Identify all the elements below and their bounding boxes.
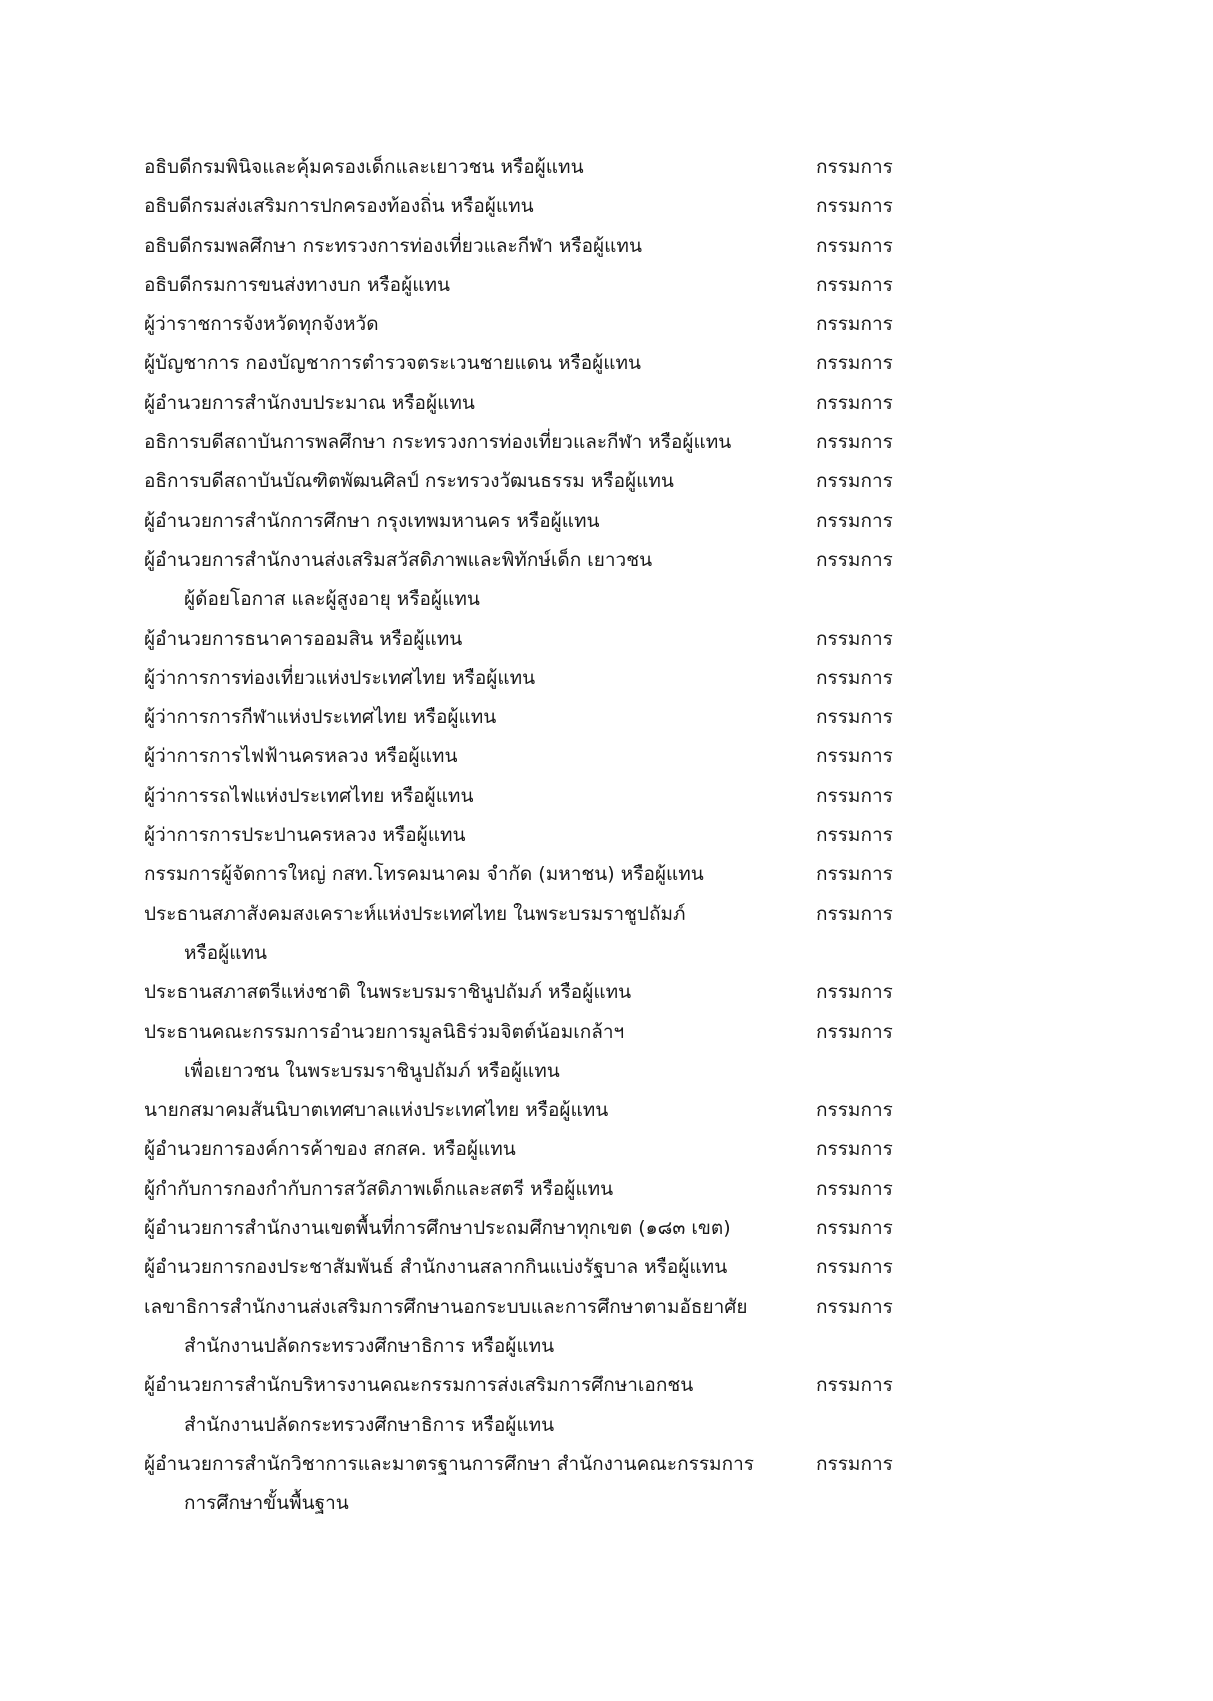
committee-member-entry	[144, 227, 1144, 266]
member-title: ผู้อำนวยการสำนักบริหารงานคณะกรรมการส่งเสริมการศึกษาเอกชน	[144, 1374, 694, 1397]
member-role: กรรมการ	[816, 745, 893, 768]
member-title: ผู้อำนวยการธนาคารออมสิน หรือผู้แทน	[144, 627, 463, 650]
member-title: ผู้ว่าการการกีฬาแห่งประเทศไทย หรือผู้แทน	[144, 706, 497, 729]
member-role: กรรมการ	[816, 1177, 893, 1200]
committee-member-entry	[144, 305, 1144, 344]
member-title: อธิบดีกรมพินิจและคุ้มครองเด็กและเยาวชน หรือผู้แทน	[144, 156, 584, 178]
member-role: กรรมการ	[816, 666, 893, 689]
member-title-continuation: การศึกษาขั้นพื้นฐาน	[184, 1492, 349, 1515]
member-role: กรรมการ	[816, 391, 893, 414]
member-role: กรรมการ	[816, 313, 893, 336]
committee-member-entry	[144, 1288, 1144, 1367]
committee-member-entry	[144, 1130, 1144, 1169]
member-title: ผู้อำนวยการสำนักวิชาการและมาตรฐานการศึกษา สำนักงานคณะกรรมการ	[144, 1452, 754, 1475]
committee-member-entry	[144, 148, 1144, 187]
committee-member-entry	[144, 1366, 1144, 1445]
member-role: กรรมการ	[816, 273, 893, 296]
member-role: กรรมการ	[816, 981, 893, 1004]
committee-member-entry	[144, 187, 1144, 226]
member-role: กรรมการ	[816, 470, 893, 493]
member-role: กรรมการ	[816, 156, 893, 178]
member-title: อธิบดีกรมการขนส่งทางบก หรือผู้แทน	[144, 273, 450, 296]
member-role: กรรมการ	[816, 1099, 893, 1122]
committee-member-entry	[144, 895, 1144, 974]
committee-member-list	[144, 148, 1144, 1523]
member-role: กรรมการ	[816, 1452, 893, 1475]
member-title: อธิบดีกรมส่งเสริมการปกครองท้องถิ่น หรือผู้แทน	[144, 195, 534, 218]
member-title: ผู้ว่าการการประปานครหลวง หรือผู้แทน	[144, 824, 466, 847]
member-title: อธิบดีกรมพลศึกษา กระทรวงการท่องเที่ยวและกีฬา หรือผู้แทน	[144, 234, 642, 257]
member-title-continuation: สำนักงานปลัดกระทรวงศึกษาธิการ หรือผู้แทน	[184, 1413, 555, 1436]
committee-member-entry	[144, 1209, 1144, 1248]
committee-member-entry	[144, 816, 1144, 855]
member-title: ประธานคณะกรรมการอำนวยการมูลนิธิร่วมจิตต์น้อมเกล้าฯ	[144, 1020, 625, 1043]
member-role: กรรมการ	[816, 509, 893, 532]
committee-member-entry	[144, 620, 1144, 659]
member-title: ประธานสภาสตรีแห่งชาติ ในพระบรมราชินูปถัมภ์ หรือผู้แทน	[144, 981, 632, 1004]
member-title: ผู้บัญชาการ กองบัญชาการตำรวจตระเวนชายแดน หรือผู้แทน	[144, 352, 642, 375]
committee-member-entry	[144, 1445, 1144, 1524]
committee-member-entry	[144, 659, 1144, 698]
committee-member-entry	[144, 462, 1144, 501]
member-role: กรรมการ	[816, 863, 893, 886]
member-title: ผู้อำนวยการองค์การค้าของ สกสค. หรือผู้แทน	[144, 1138, 516, 1161]
member-role: กรรมการ	[816, 824, 893, 847]
member-title: ผู้ว่าราชการจังหวัดทุกจังหวัด	[144, 313, 379, 336]
member-title: อธิการบดีสถาบันการพลศึกษา กระทรวงการท่องเที่ยวและกีฬา หรือผู้แทน	[144, 431, 732, 454]
member-title: ผู้ว่าการรถไฟแห่งประเทศไทย หรือผู้แทน	[144, 784, 474, 807]
member-role: กรรมการ	[816, 1256, 893, 1279]
member-title: นายกสมาคมสันนิบาตเทศบาลแห่งประเทศไทย หรือผู้แทน	[144, 1099, 609, 1122]
committee-member-entry	[144, 855, 1144, 894]
member-title-continuation: เพื่อเยาวชน ในพระบรมราชินูปถัมภ์ หรือผู้แทน	[184, 1059, 560, 1082]
committee-member-entry	[144, 973, 1144, 1012]
member-title: ผู้อำนวยการกองประชาสัมพันธ์ สำนักงานสลากกินแบ่งรัฐบาล หรือผู้แทน	[144, 1256, 728, 1279]
member-role: กรรมการ	[816, 1138, 893, 1161]
committee-member-entry	[144, 541, 1144, 620]
committee-member-entry	[144, 384, 1144, 423]
committee-member-entry	[144, 777, 1144, 816]
member-role: กรรมการ	[816, 1295, 893, 1318]
member-role: กรรมการ	[816, 1020, 893, 1043]
member-title-continuation: หรือผู้แทน	[184, 941, 268, 964]
member-role: กรรมการ	[816, 1374, 893, 1397]
member-role: กรรมการ	[816, 195, 893, 218]
member-role: กรรมการ	[816, 902, 893, 925]
member-title: ผู้กำกับการกองกำกับการสวัสดิภาพเด็กและสตรี หรือผู้แทน	[144, 1177, 614, 1200]
member-role: กรรมการ	[816, 627, 893, 650]
committee-member-entry	[144, 737, 1144, 776]
committee-member-entry	[144, 1170, 1144, 1209]
member-role: กรรมการ	[816, 234, 893, 257]
committee-member-entry	[144, 344, 1144, 383]
member-title: อธิการบดีสถาบันบัณฑิตพัฒนศิลป์ กระทรวงวัฒนธรรม หรือผู้แทน	[144, 470, 674, 493]
committee-member-entry	[144, 1091, 1144, 1130]
member-title: ผู้ว่าการการไฟฟ้านครหลวง หรือผู้แทน	[144, 745, 458, 768]
committee-member-entry	[144, 1013, 1144, 1092]
member-role: กรรมการ	[816, 706, 893, 729]
member-title: กรรมการผู้จัดการใหญ่ กสท.โทรคมนาคม จำกัด (มหาชน) หรือผู้แทน	[144, 863, 704, 886]
member-title-continuation: สำนักงานปลัดกระทรวงศึกษาธิการ หรือผู้แทน	[184, 1334, 555, 1357]
committee-member-entry	[144, 266, 1144, 305]
member-role: กรรมการ	[816, 431, 893, 454]
member-title: ผู้ว่าการการท่องเที่ยวแห่งประเทศไทย หรือผู้แทน	[144, 666, 536, 689]
member-title: ประธานสภาสังคมสงเคราะห์แห่งประเทศไทย ในพระบรมราชูปถัมภ์	[144, 902, 686, 925]
member-role: กรรมการ	[816, 548, 893, 571]
committee-member-entry	[144, 423, 1144, 462]
member-role: กรรมการ	[816, 1217, 893, 1240]
committee-member-entry	[144, 698, 1144, 737]
member-title: ผู้อำนวยการสำนักงบประมาณ หรือผู้แทน	[144, 391, 475, 414]
member-title: ผู้อำนวยการสำนักงานส่งเสริมสวัสดิภาพและพิทักษ์เด็ก เยาวชน	[144, 548, 653, 571]
member-title: ผู้อำนวยการสำนักงานเขตพื้นที่การศึกษาประถมศึกษาทุกเขต (๑๘๓ เขต)	[144, 1217, 731, 1240]
member-role: กรรมการ	[816, 352, 893, 375]
member-title-continuation: ผู้ด้อยโอกาส และผู้สูงอายุ หรือผู้แทน	[184, 588, 480, 611]
committee-member-entry	[144, 1248, 1144, 1287]
committee-member-entry	[144, 502, 1144, 541]
member-title: เลขาธิการสำนักงานส่งเสริมการศึกษานอกระบบและการศึกษาตามอัธยาศัย	[144, 1295, 748, 1318]
member-title: ผู้อำนวยการสำนักการศึกษา กรุงเทพมหานคร หรือผู้แทน	[144, 509, 600, 532]
member-role: กรรมการ	[816, 784, 893, 807]
